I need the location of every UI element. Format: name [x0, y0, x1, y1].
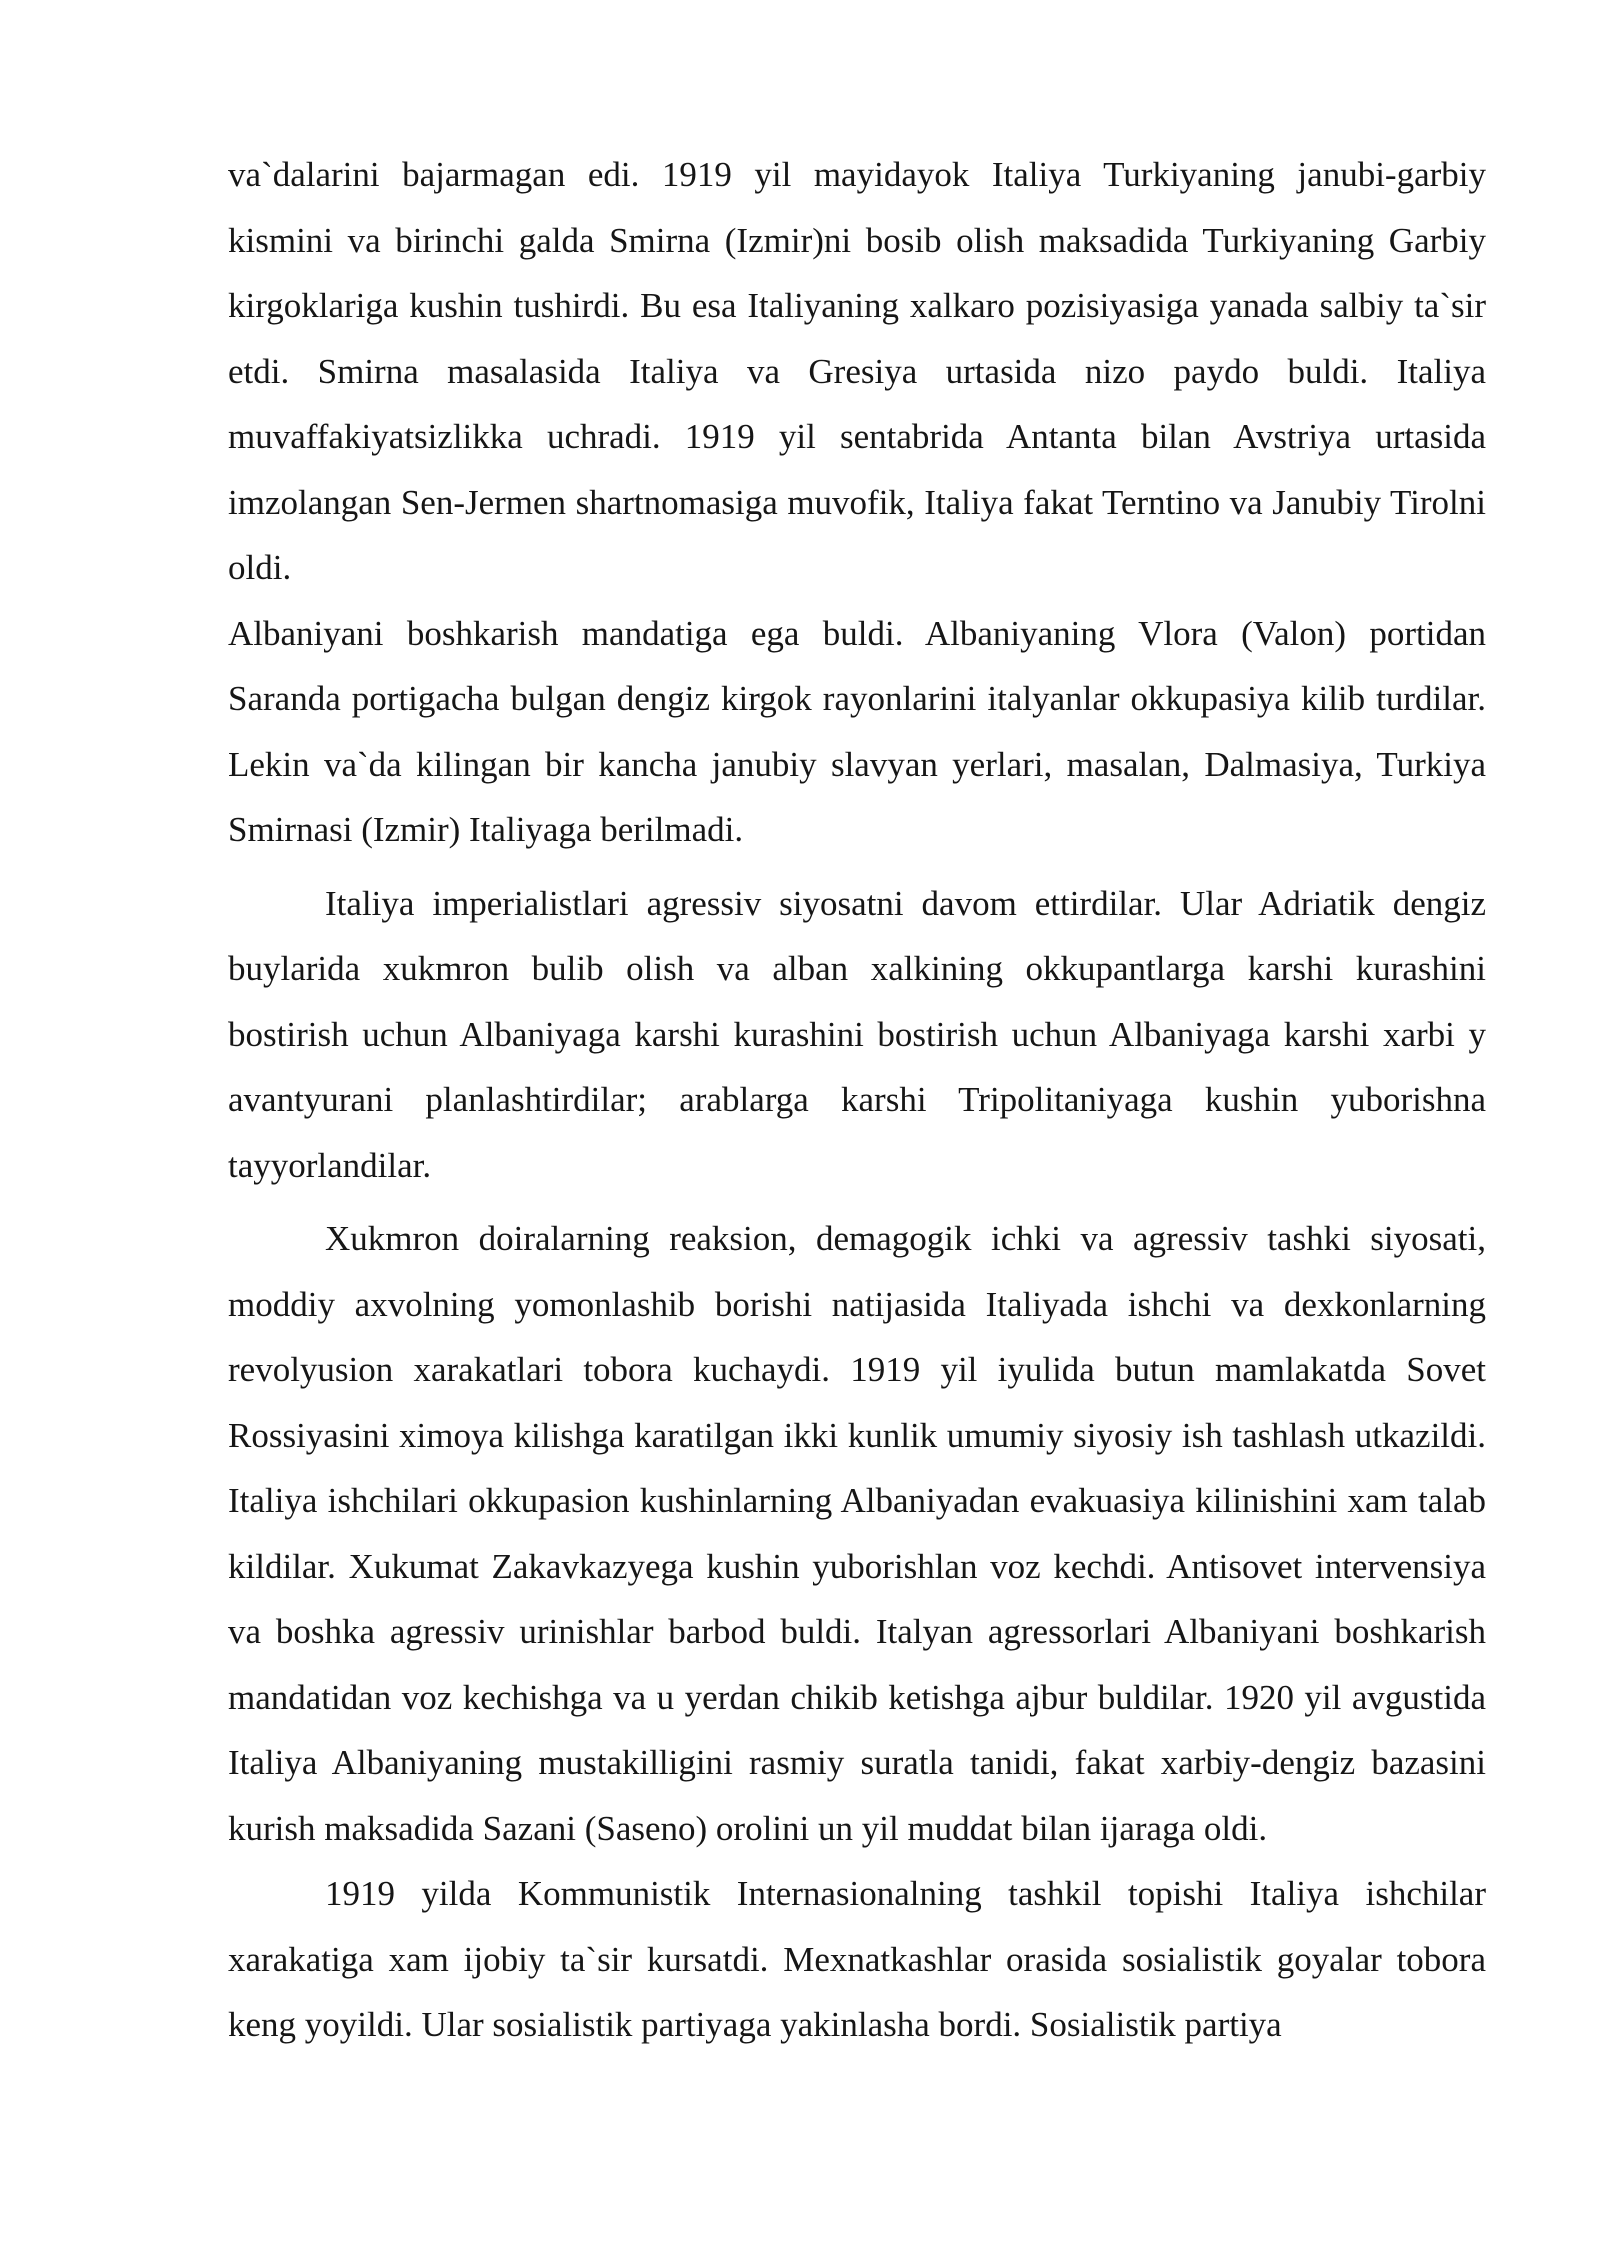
paragraph-3: Italiya imperialistlari agressiv siyosatni davom ettirdilar. Ular Adriatik dengiz buylarida xukmron bulib olish va alban xalkining okkupantlarga karshi kurashini bostirish uchun Albaniyaga karshi kurashini bostirish uchun Albaniyaga karshi xarbi y avantyurani planlashtirdilar; arablarga karshi Tripolitaniyaga kushin yuborishna tayyorlandilar. — [228, 883, 1486, 1185]
document-body — [228, 142, 1486, 2058]
paragraph-4: Xukmron doiralarning reaksion, demagogik ichki va agressiv tashki siyosati, moddiy axvolning yomonlashib borishi natijasida Italiyada ishchi va dexkonlarning revolyusion xarakatlari tobora kuchaydi. 1919 yil iyulida butun mamlakatda Sovet Rossiyasini ximoya kilishga karatilgan ikki kunlik umumiy siyosiy ish tashlash utkazildi. Italiya ishchilari okkupasion kushinlarning Albaniyadan evakuasiya kilinishini xam talab kildilar. Xukumat Zakavkazyega kushin yuborishlan voz kechdi. Antisovet intervensiya va boshka agressiv urinishlar barbod buldi. Italyan agressorlari Albaniyani boshkarish mandatidan voz kechishga va u yerdan chikib ketishga ajbur buldilar. 1920 yil avgustida Italiya Albaniyaning mustakilligini rasmiy suratla tanidi, fakat xarbiy-dengiz bazasini kurish maksadida Sazani (Saseno) orolini un yil muddat bilan ijaraga oldi. — [228, 1219, 1486, 1848]
paragraph-2: Albaniyani boshkarish mandatiga ega buldi. Albaniyaning Vlora (Valon) portidan Saranda portigacha bulgan dengiz kirgok rayonlarini italyanlar okkupasiya kilib turdilar. Lekin va`da kilingan bir kancha janubiy slavyan yerlari, masalan, Dalmasiya, Turkiya Smirnasi (Izmir) Italiyaga berilmadi. — [228, 613, 1486, 849]
paragraph-5: 1919 yilda Kommunistik Internasionalning tashkil topishi Italiya ishchilar xarakatiga xam ijobiy ta`sir kursatdi. Mexnatkashlar orasida sosialistik goyalar tobora keng yoyildi. Ular sosialistik partiyaga yakinlasha bordi. Sosialistik partiya — [228, 1874, 1486, 2044]
paragraph-1: va`dalarini bajarmagan edi. 1919 yil mayidayok Italiya Turkiyaning janubi-garbiy kismini va birinchi galda Smirna (Izmir)ni bosib olish maksadida Turkiyaning Garbiy kirgoklariga kushin tushirdi. Bu esa Italiyaning xalkaro pozisiyasiga yanada salbiy ta`sir etdi. Smirna masalasida Italiya va Gresiya urtasida nizo paydo buldi. Italiya muvaffakiyatsizlikka uchradi. 1919 yil sentabrida Antanta bilan Avstriya urtasida imzolangan Sen-Jermen shartnomasiga muvofik, Italiya fakat Terntino va Janubiy Tirolni oldi. — [228, 155, 1486, 587]
